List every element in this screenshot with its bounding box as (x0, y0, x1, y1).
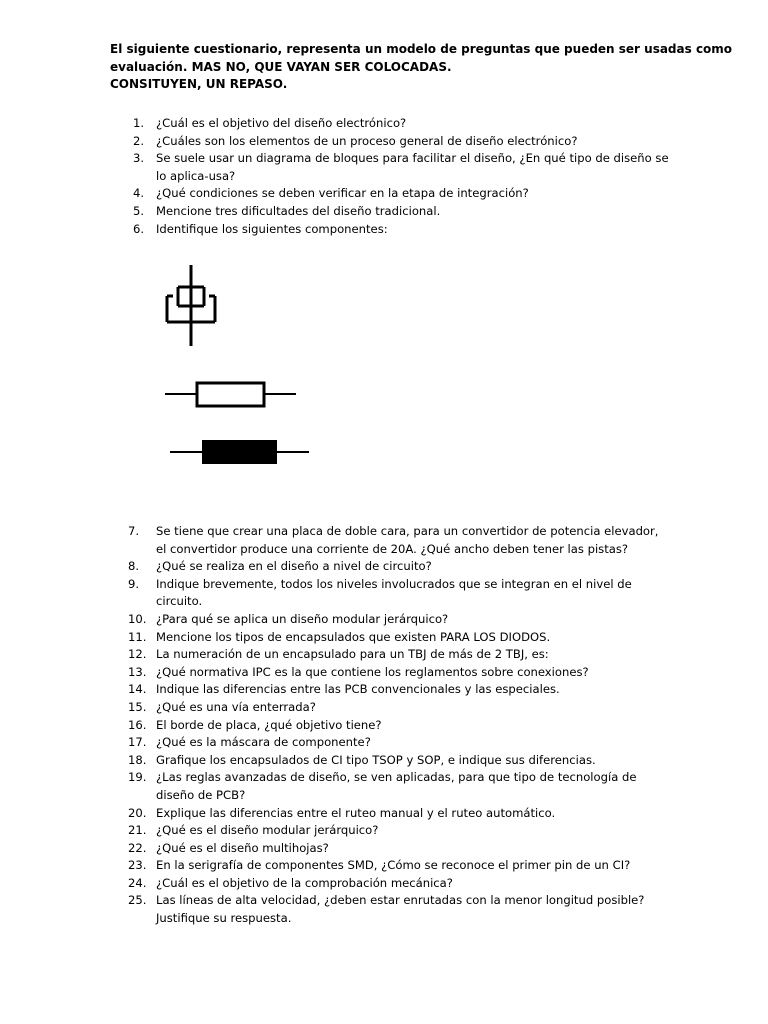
question-number: 10. (128, 611, 147, 626)
question-text: ¿Cuáles son los elementos de un proceso general de diseño electrónico? (156, 133, 578, 148)
question-text: ¿Las reglas avanzadas de diseño, se ven aplicadas, para que tipo de tecnología de (156, 770, 637, 785)
question-number: 4. (133, 186, 145, 201)
question-item (0, 822, 656, 840)
question-item (0, 769, 656, 804)
question-number: 17. (128, 735, 147, 750)
question-item (0, 840, 656, 858)
question-number: 11. (128, 629, 147, 644)
question-text: En la serigrafía de componentes SMD, ¿Cómo se reconoce el primer pin de un CI? (156, 858, 631, 873)
question-text: ¿Para qué se aplica un diseño modular jerárquico? (156, 611, 449, 626)
question-item (0, 699, 656, 717)
question-text: ¿Cuál es el objetivo del diseño electrónico? (156, 116, 407, 130)
question-text: ¿Qué se realiza en el diseño a nivel de circuito? (156, 559, 432, 574)
resistor-symbol (165, 383, 296, 406)
question-text: Justifique su respuesta. (156, 911, 292, 926)
question-number: 14. (128, 682, 147, 697)
question-text: ¿Qué es una vía enterrada? (156, 699, 316, 714)
question-list-part-2 (0, 523, 768, 928)
question-item (0, 611, 656, 629)
question-text: Se tiene que crear una placa de doble cara, para un convertidor de potencia elevador, (156, 524, 659, 538)
question-number: 3. (133, 151, 145, 166)
question-text: el convertidor produce una corriente de 20A. ¿Qué ancho deben tener las pistas? (156, 541, 629, 556)
question-number: 7. (128, 524, 140, 538)
question-item (0, 805, 656, 823)
question-item (0, 717, 656, 735)
intro-line-3: CONSITUYEN, UN REPASO. (110, 77, 288, 91)
question-number: 15. (128, 699, 147, 714)
question-number: 24. (128, 875, 147, 890)
question-item (0, 734, 656, 752)
intro-line-1: El siguiente cuestionario, representa un modelo de preguntas que pueden ser usadas como (110, 42, 733, 56)
question-number: 25. (128, 893, 147, 908)
question-text: diseño de PCB? (156, 787, 246, 802)
intro-line-2: evaluación. MAS NO, QUE VAYAN SER COLOCADAS. (110, 59, 452, 74)
question-number: 18. (128, 752, 147, 767)
question-text: lo aplica-usa? (156, 168, 236, 183)
question-number: 6. (133, 221, 145, 236)
question-text: ¿Qué es la máscara de componente? (156, 735, 371, 750)
question-item (0, 576, 656, 611)
question-number: 16. (128, 717, 147, 732)
question-text: Explique las diferencias entre el ruteo manual y el ruteo automático. (156, 805, 556, 820)
question-text: Se suele usar un diagrama de bloques para facilitar el diseño, ¿En qué tipo de diseño se (156, 151, 669, 166)
question-text: La numeración de un encapsulado para un TBJ de más de 2 TBJ, es: (156, 647, 549, 662)
question-number: 20. (128, 805, 147, 820)
question-item (0, 664, 656, 682)
question-number: 5. (133, 203, 145, 218)
question-text: circuito. (156, 594, 203, 609)
question-text: ¿Qué es el diseño modular jerárquico? (156, 823, 379, 838)
question-number: 13. (128, 664, 147, 679)
question-number: 12. (128, 647, 147, 662)
question-number: 2. (133, 133, 145, 148)
question-text: ¿Qué condiciones se deben verificar en la etapa de integración? (156, 186, 529, 201)
question-text: ¿Cuál es el objetivo de la comprobación mecánica? (156, 875, 453, 890)
question-item (0, 752, 656, 770)
question-item (0, 629, 656, 647)
question-text: El borde de placa, ¿qué objetivo tiene? (156, 717, 382, 732)
question-number: 22. (128, 840, 147, 855)
question-text: ¿Qué normativa IPC es la que contiene los reglamentos sobre conexiones? (156, 664, 589, 679)
filled-resistor-symbol (170, 440, 309, 464)
question-text: Indique brevemente, todos los niveles involucrados que se integran en el nivel de (156, 576, 632, 591)
question-text: Las líneas de alta velocidad, ¿deben estar enrutadas con la menor longitud posible? (156, 893, 645, 908)
question-text: Indique las diferencias entre las PCB convencionales y las especiales. (156, 682, 560, 697)
question-text: Mencione tres dificultades del diseño tradicional. (156, 203, 441, 218)
question-number: 19. (128, 770, 147, 785)
question-item (0, 681, 656, 699)
question-item (0, 646, 656, 664)
question-text: Identifique los siguientes componentes: (156, 221, 388, 236)
question-number: 9. (128, 576, 140, 591)
question-text: Mencione los tipos de encapsulados que existen PARA LOS DIODOS. (156, 629, 551, 644)
question-number: 1. (133, 116, 145, 130)
question-text: Grafique los encapsulados de CI tipo TSOP y SOP, e indique sus diferencias. (156, 752, 596, 767)
question-item (0, 875, 656, 893)
question-item (0, 558, 656, 576)
question-item (0, 857, 656, 875)
question-text: ¿Qué es el diseño multihojas? (156, 840, 329, 855)
crystal-symbol (167, 265, 215, 346)
question-number: 21. (128, 823, 147, 838)
question-number: 8. (128, 559, 140, 574)
question-number: 23. (128, 858, 147, 873)
question-item (0, 523, 659, 558)
question-item (0, 892, 656, 927)
